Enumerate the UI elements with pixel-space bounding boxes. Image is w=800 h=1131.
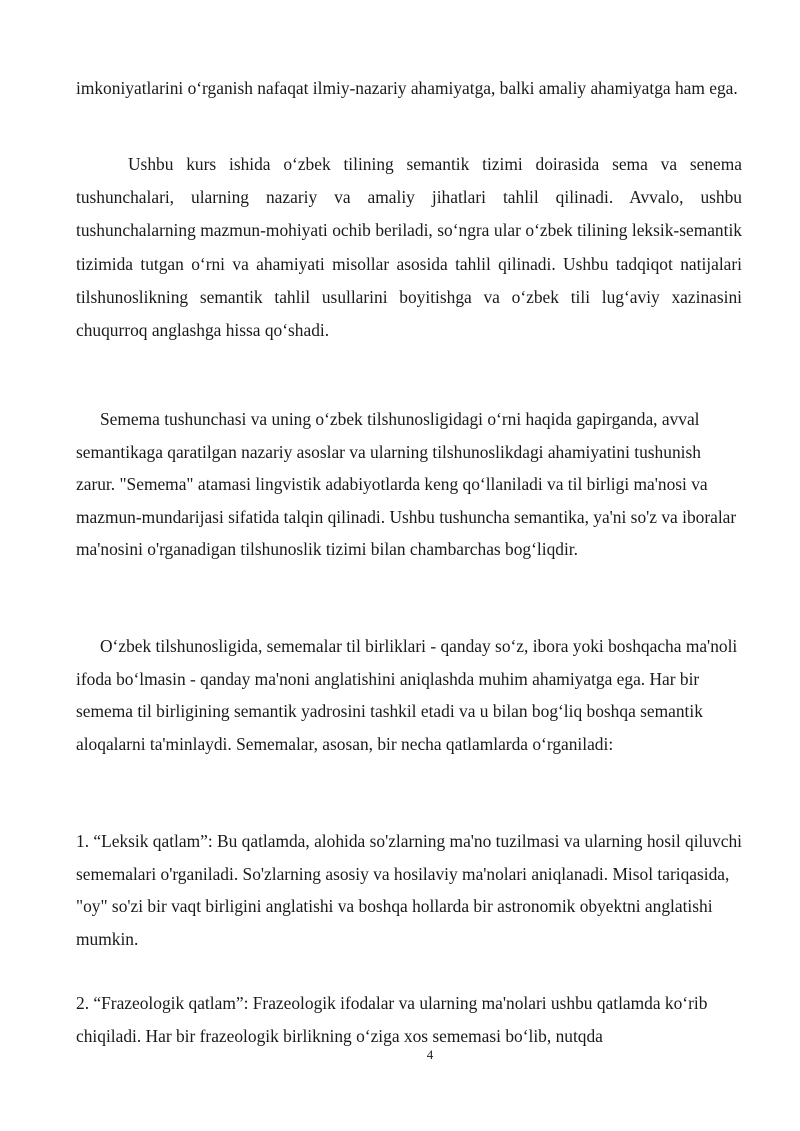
paragraph-continuation: imkoniyatlarini o‘rganish nafaqat ilmiy-nazariy ahamiyatga, balki amaliy ahamiyatga ham ega. — [76, 78, 738, 98]
list-item-phraseological-layer: 2. “Frazeologik qatlam”: Frazeologik ifodalar va ularning ma'nolari ushbu qatlamda ko‘rib chiqiladi. Har bir frazeologik birlikning o‘ziga xos sememasi bo‘lib, nutqda — [76, 993, 708, 1046]
list-item-lexical-layer: 1. “Leksik qatlam”: Bu qatlamda, alohida so'zlarning ma'no tuzilmasi va ularning hosil qiluvchi sememalari o'rganiladi. So'zlarning asosiy va hosilaviy ma'nolari aniqlanadi. Misol tariqasida, "oy" so'zi bir vaqt birligini anglatishi va boshqa hollarda bir astronomik obyektni anglatishi mumkin. — [76, 831, 742, 949]
page-number: 4 — [426, 1047, 434, 1062]
paragraph-semema-concept: Semema tushunchasi va uning o‘zbek tilshunosligidagi o‘rni haqida gapirganda, avval semantikaga qaratilgan nazariy asoslar va ularning tilshunoslikdagi ahamiyatini tushunish zarur. "Semema" atamasi lingvistik adabiyotlarda keng qo‘llaniladi va til birligi ma'nosi va mazmun-mundarijasi sifatida talqin qilinadi. Ushbu tushuncha semantika, ya'ni so'z va iboralar ma'nosini o'rganadigan tilshunoslik tizimi bilan chambarchas bog‘liqdir. — [76, 409, 737, 560]
paragraph-course-overview: Ushbu kurs ishida o‘zbek tilining semantik tizimi doirasida sema va senema tushunchalari, ularning nazariy va amaliy jihatlari tahlil qilinadi. Avvalo, ushbu tushunchalarning mazmun-mohiyati ochib beriladi, so‘ngra ular o‘zbek tilining leksik-semantik tizimida tutgan o‘rni va ahamiyati misollar asosida tahlil qilinadi. Ushbu tadqiqot natijalari tilshunoslikning semantik tahlil usullarini boyitishga va o‘zbek tili lug‘aviy xazinasini chuqurroq anglashga hissa qo‘shadi. — [76, 154, 742, 341]
paragraph-semema-uzbek-linguistics: O‘zbek tilshunosligida, sememalar til birliklari - qanday so‘z, ibora yoki boshqacha ma'noli ifoda bo‘lmasin - qanday ma'noni anglatishini aniqlashda muhim ahamiyatga ega. Har bir semema til birligining semantik yadrosini tashkil etadi va u bilan bog‘liq boshqa semantik aloqalarni ta'minlaydi. Sememalar, asosan, bir necha qatlamlarda o‘rganiladi: — [76, 636, 738, 754]
